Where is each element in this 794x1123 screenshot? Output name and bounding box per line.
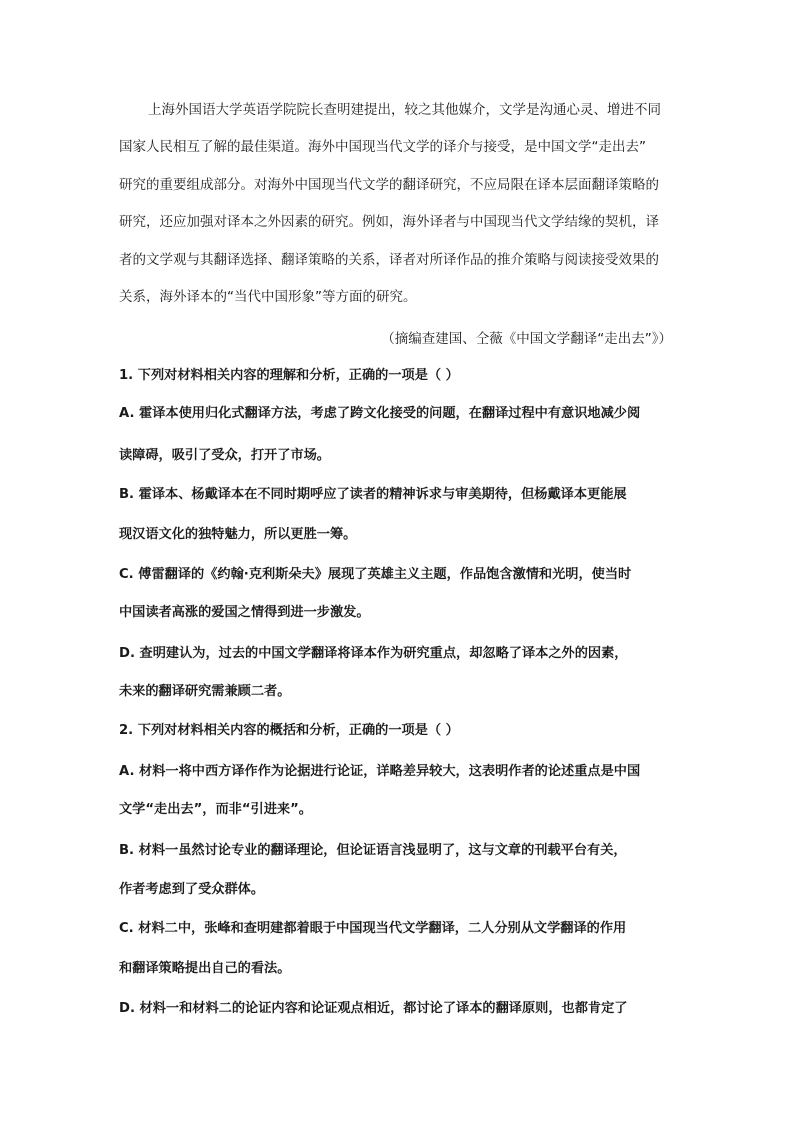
question-2-option-a: A. 材料一将中西方译作作为论据进行论证，详略差异较大，这表明作者的论述重点是中国 xyxy=(119,764,641,779)
question-2-option-d: D. 材料一和材料二的论证内容和论证观点相近，都讨论了译本的翻译原则，也都肯定了 xyxy=(119,1001,628,1016)
passage-line-2: 国家人民相互了解的最佳渠道。海外中国现当代文学的译介与接受，是中国文学“走出去” xyxy=(119,139,646,155)
passage-line-1: 上海外国语大学英语学院院长查明建提出，较之其他媒介，文学是沟通心灵、增进不同 xyxy=(148,102,661,118)
question-2-option-c-cont: 和翻译策略提出自己的看法。 xyxy=(119,961,291,976)
question-1-option-a: A. 霍译本使用归化式翻译方法，考虑了跨文化接受的问题，在翻译过程中有意识地减少阅 xyxy=(119,406,641,421)
passage-line-5: 者的文学观与其翻译选择、翻译策略的关系，译者对所译作品的推介策略与阅读接受效果的 xyxy=(119,252,659,268)
question-2-stem: 2. 下列对材料相关内容的概括和分析，正确的一项是（ ） xyxy=(119,723,459,738)
question-1-option-d: D. 查明建认为，过去的中国文学翻译将译本作为研究重点，却忽略了译本之外的因素， xyxy=(119,646,628,661)
question-1-option-b: B. 霍译本、杨戴译本在不同时期呼应了读者的精神诉求与审美期待，但杨戴译本更能展 xyxy=(119,487,627,502)
question-1-option-d-cont: 未来的翻译研究需兼顾二者。 xyxy=(119,684,291,699)
passage-line-3: 研究的重要组成部分。对海外中国现当代文学的翻译研究，不应局限在译本层面翻译策略的 xyxy=(119,177,659,193)
question-2-option-a-cont: 文学“走出去”，而非“引进来”。 xyxy=(119,802,312,817)
passage-line-4: 研究，还应加强对译本之外因素的研究。例如，海外译者与中国现当代文学结缘的契机，译 xyxy=(119,214,659,230)
question-1-option-a-cont: 读障碍，吸引了受众，打开了市场。 xyxy=(119,448,330,463)
question-1-stem: 1. 下列对材料相关内容的理解和分析，正确的一项是（ ） xyxy=(119,368,459,383)
question-2-option-b-cont: 作者考虑到了受众群体。 xyxy=(119,882,265,897)
question-2-option-b: B. 材料一虽然讨论专业的翻译理论，但论证语言浅显明了，这与文章的刊载平台有关， xyxy=(119,843,627,858)
question-1-option-c: C. 傅雷翻译的《约翰·克利斯朵夫》展现了英雄主义主题，作品饱含激情和光明，使当时 xyxy=(119,567,632,582)
passage-line-6: 关系，海外译本的“当代中国形象”等方面的研究。 xyxy=(119,289,417,305)
passage-source: （摘编查建国、仝薇《中国文学翻译“走出去”》） xyxy=(381,331,672,347)
question-1-option-b-cont: 现汉语文化的独特魅力，所以更胜一筹。 xyxy=(119,527,357,542)
question-1-option-c-cont: 中国读者高涨的爱国之情得到进一步激发。 xyxy=(119,605,370,620)
question-2-option-c: C. 材料二中，张峰和查明建都着眼于中国现当代文学翻译，二人分别从文学翻译的作用 xyxy=(119,921,627,936)
